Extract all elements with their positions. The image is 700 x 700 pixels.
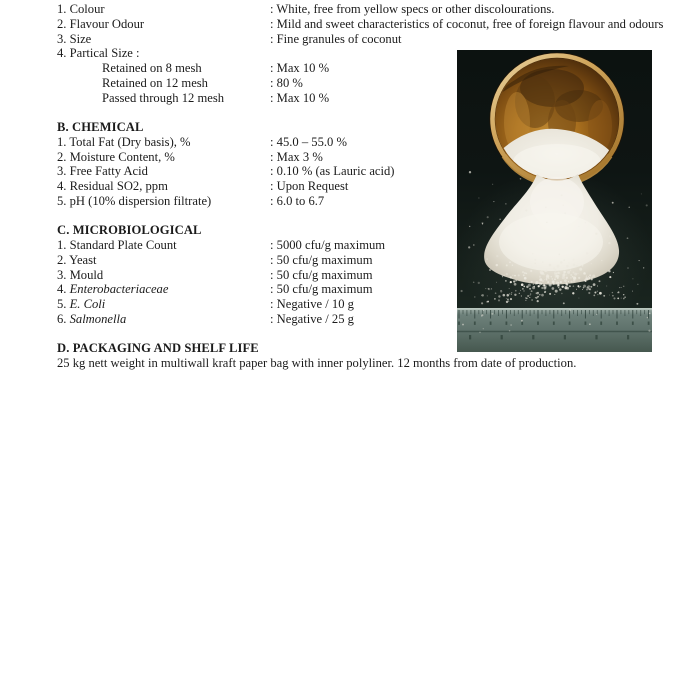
spec-value: : 50 cfu/g maximum (270, 252, 373, 267)
spec-value: : Max 10 % (270, 61, 330, 75)
spec-row (57, 17, 700, 32)
spec-label: 2. Moisture Content, % (57, 149, 175, 164)
spec-row (57, 2, 700, 17)
section-title-microbiological: C. MICROBIOLOGICAL (57, 223, 202, 238)
spec-value: : 45.0 – 55.0 % (270, 134, 347, 149)
spec-label: Passed through 12 mesh (102, 90, 225, 105)
spec-value: : Max 10 % (270, 90, 330, 105)
spec-value: : Negative / 25 g (270, 311, 354, 326)
spec-value: : Fine granules of coconut (270, 31, 402, 46)
packaging-paragraph: 25 kg nett weight in multiwall kraft paper bag with inner polyliner. 12 months from date of production. (57, 356, 577, 370)
spec-label: 2. Yeast (57, 252, 97, 267)
coconut-bowl-photo (457, 50, 652, 352)
spec-value: : 80 % (270, 75, 303, 90)
spec-value: : 50 cfu/g maximum (270, 282, 373, 297)
spec-value: : Upon Request (270, 179, 349, 193)
spec-label: 5. E. Coli (57, 297, 106, 311)
spec-label: Retained on 12 mesh (102, 75, 208, 90)
spec-label: Retained on 8 mesh (102, 61, 202, 75)
spec-value: : 6.0 to 6.7 (270, 193, 325, 208)
spec-value: : 50 cfu/g maximum (270, 267, 373, 282)
wooden-bowl (490, 53, 625, 186)
spec-label: 3. Mould (57, 267, 104, 282)
spec-label: 1. Total Fat (Dry basis), % (57, 134, 191, 149)
spec-value: : Mild and sweet characteristics of coconut, free of foreign flavour and odours (270, 16, 664, 31)
section-title-packaging: D. PACKAGING AND SHELF LIFE (57, 341, 259, 356)
section-title-chemical: B. CHEMICAL (57, 120, 144, 134)
spec-value: : 5000 cfu/g maximum (270, 238, 386, 252)
spec-label: 6. Salmonella (57, 311, 127, 326)
spec-value: : White, free from yellow specs or other discolourations. (270, 2, 555, 16)
ruler (457, 308, 652, 352)
spec-label: 4. Partical Size : (57, 46, 140, 61)
spec-value: : Negative / 10 g (270, 297, 354, 311)
spec-row (57, 32, 700, 47)
product-photo (457, 50, 652, 352)
spec-label: 1. Standard Plate Count (57, 238, 177, 252)
spec-value: : Max 3 % (270, 149, 323, 164)
spec-value: : 0.10 % (as Lauric acid) (270, 164, 395, 179)
spec-label: 4. Residual SO2, ppm (57, 179, 168, 193)
spec-label: 5. pH (10% dispersion filtrate) (57, 193, 212, 208)
spec-label: 3. Free Fatty Acid (57, 164, 148, 179)
spec-label: 3. Size (57, 31, 92, 46)
spec-label: 1. Colour (57, 2, 105, 16)
spec-label: 4. Enterobacteriaceae (57, 282, 169, 297)
spec-label: 2. Flavour Odour (57, 16, 145, 31)
